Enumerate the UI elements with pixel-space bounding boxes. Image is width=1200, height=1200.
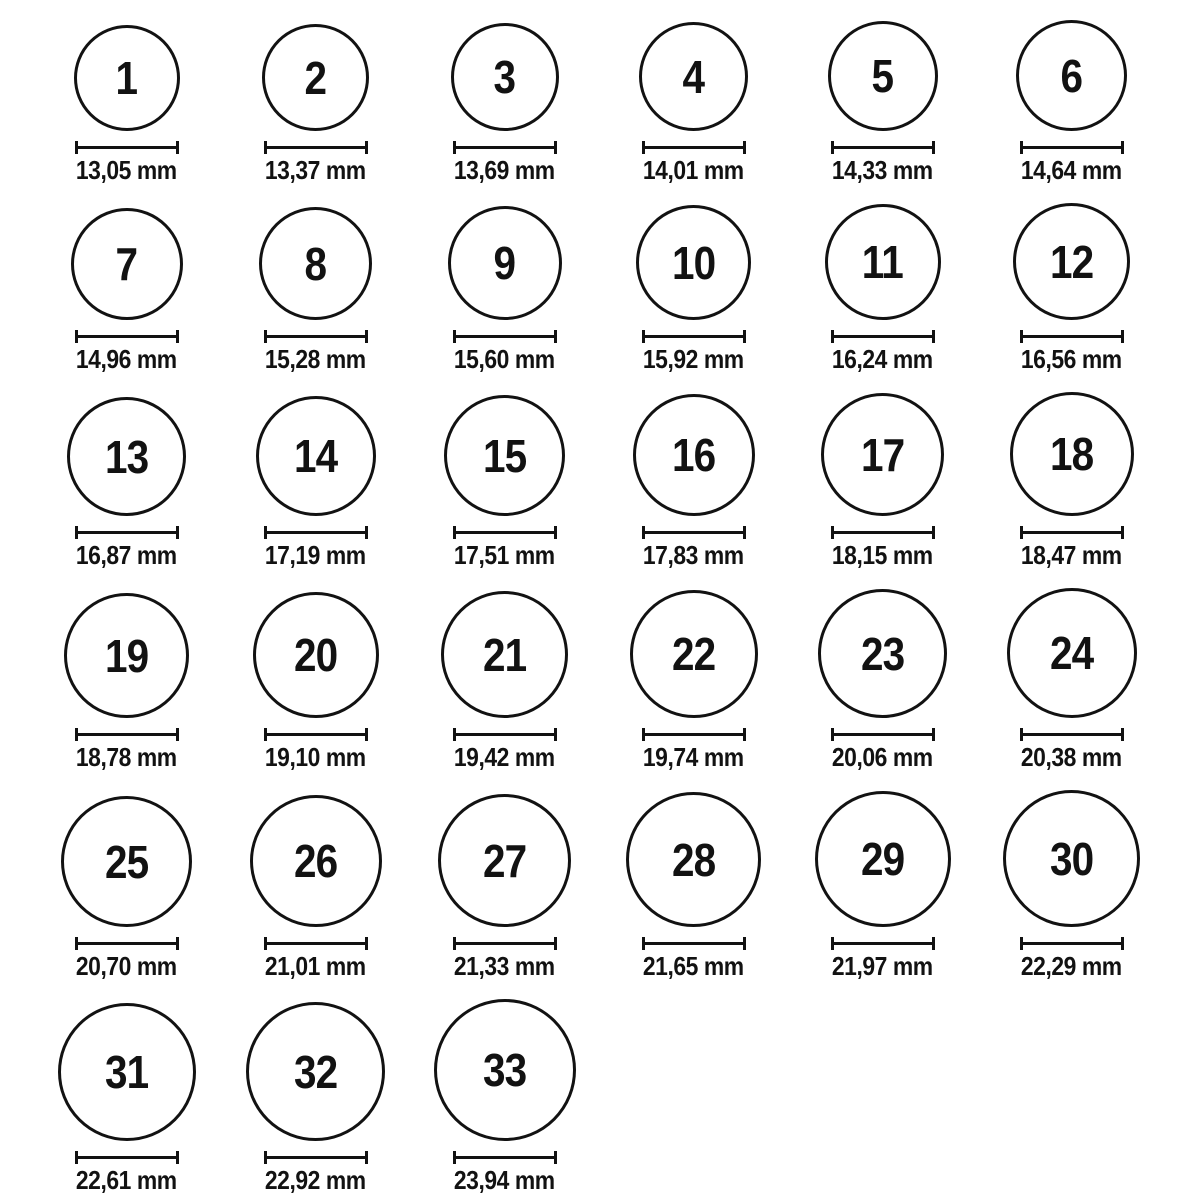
ruler-tick-right — [932, 141, 935, 154]
ruler-line — [456, 146, 554, 149]
ring-circle — [71, 208, 183, 320]
ring-size-cell — [977, 392, 1166, 569]
ruler-tick-right — [1121, 330, 1124, 343]
ruler-line — [78, 733, 176, 736]
ruler-tick-right — [176, 1151, 179, 1164]
ruler-line — [645, 531, 743, 534]
ring-circle — [630, 590, 758, 718]
diameter-ruler — [453, 526, 557, 539]
ruler-line — [834, 733, 932, 736]
ruler-line — [267, 942, 365, 945]
ring-size-cell — [599, 22, 788, 184]
ring-circle — [67, 397, 186, 516]
ring-size-cell — [32, 796, 221, 980]
ruler-line — [267, 146, 365, 149]
diameter-label: 13,05 mm — [76, 155, 177, 185]
ruler-tick-right — [365, 141, 368, 154]
ring-circle — [441, 591, 568, 718]
diameter-label: 16,87 mm — [76, 540, 177, 570]
chart-row — [32, 392, 1200, 569]
ring-size-number: 25 — [104, 835, 149, 888]
ring-circle — [61, 796, 192, 927]
diameter-ruler — [831, 141, 935, 154]
ruler-line — [267, 733, 365, 736]
ring-size-number: 4 — [682, 50, 705, 103]
ruler-line — [267, 531, 365, 534]
diameter-ruler — [831, 728, 935, 741]
ring-size-cell — [599, 590, 788, 771]
ring-size-cell — [599, 394, 788, 569]
ring-size-number: 27 — [482, 834, 527, 887]
ruler-tick-right — [1121, 937, 1124, 950]
diameter-ruler — [264, 526, 368, 539]
ring-size-cell — [410, 999, 599, 1194]
ruler-line — [1023, 531, 1121, 534]
diameter-ruler — [75, 1151, 179, 1164]
ring-size-cell — [977, 20, 1166, 184]
diameter-label: 14,64 mm — [1021, 155, 1122, 185]
ring-size-cell — [221, 1002, 410, 1194]
ruler-tick-right — [1121, 526, 1124, 539]
ring-circle — [438, 794, 571, 927]
ruler-line — [1023, 733, 1121, 736]
diameter-ruler — [75, 728, 179, 741]
diameter-label: 20,38 mm — [1021, 742, 1122, 772]
ring-size-cell — [410, 395, 599, 569]
ring-size-number: 31 — [104, 1046, 149, 1098]
diameter-ruler — [642, 937, 746, 950]
ruler-tick-right — [554, 1151, 557, 1164]
ruler-line — [456, 1156, 554, 1159]
diameter-ruler — [831, 330, 935, 343]
ruler-line — [267, 335, 365, 338]
diameter-label: 22,61 mm — [76, 1165, 177, 1195]
ruler-line — [645, 942, 743, 945]
ring-size-cell — [32, 208, 221, 373]
ring-circle — [74, 25, 180, 131]
ring-size-number: 7 — [115, 238, 138, 290]
ruler-tick-right — [176, 141, 179, 154]
diameter-ruler — [642, 526, 746, 539]
ring-size-number: 15 — [482, 429, 527, 482]
ring-circle — [451, 23, 559, 131]
ring-circle — [256, 396, 376, 516]
ruler-line — [78, 942, 176, 945]
ring-size-cell — [221, 396, 410, 569]
ring-size-number: 8 — [304, 237, 327, 290]
ring-circle — [253, 592, 379, 718]
ruler-tick-right — [365, 1151, 368, 1164]
ring-size-number: 11 — [861, 236, 904, 288]
diameter-label: 15,60 mm — [454, 344, 555, 374]
ruler-tick-right — [365, 728, 368, 741]
ring-circle — [434, 999, 576, 1141]
ruler-tick-right — [554, 728, 557, 741]
ruler-tick-right — [743, 330, 746, 343]
ring-size-number: 10 — [671, 236, 716, 289]
ruler-line — [1023, 335, 1121, 338]
ruler-tick-right — [176, 937, 179, 950]
ring-size-cell — [977, 790, 1166, 980]
diameter-label: 20,70 mm — [76, 951, 177, 981]
ruler-line — [78, 146, 176, 149]
ring-circle — [262, 24, 369, 131]
diameter-ruler — [75, 330, 179, 343]
diameter-label: 21,01 mm — [265, 951, 366, 981]
ring-size-cell — [599, 792, 788, 980]
ruler-line — [834, 335, 932, 338]
ring-size-number: 13 — [104, 430, 149, 483]
diameter-ruler — [453, 937, 557, 950]
ring-size-number: 23 — [860, 627, 905, 680]
ring-size-cell — [410, 206, 599, 373]
chart-row — [32, 588, 1200, 771]
chart-row — [32, 790, 1200, 980]
ruler-tick-right — [932, 330, 935, 343]
ring-circle — [64, 593, 189, 718]
diameter-label: 13,69 mm — [454, 155, 555, 185]
diameter-ruler — [1020, 141, 1124, 154]
diameter-label: 16,24 mm — [832, 344, 933, 374]
diameter-ruler — [264, 1151, 368, 1164]
ring-circle — [1003, 790, 1140, 927]
diameter-ruler — [453, 141, 557, 154]
diameter-label: 16,56 mm — [1021, 344, 1122, 374]
ring-size-number: 22 — [671, 628, 716, 680]
diameter-ruler — [1020, 330, 1124, 343]
ruler-tick-right — [1121, 728, 1124, 741]
ruler-line — [834, 942, 932, 945]
diameter-label: 21,65 mm — [643, 951, 744, 981]
ring-size-number: 21 — [482, 628, 527, 681]
ruler-line — [78, 335, 176, 338]
ring-size-number: 19 — [104, 629, 149, 682]
diameter-label: 18,78 mm — [76, 742, 177, 772]
diameter-label: 21,33 mm — [454, 951, 555, 981]
ring-size-number: 12 — [1049, 235, 1094, 288]
diameter-ruler — [642, 330, 746, 343]
ruler-tick-right — [365, 330, 368, 343]
ring-size-cell — [221, 795, 410, 980]
diameter-label: 17,51 mm — [454, 540, 555, 570]
ring-size-number: 24 — [1049, 627, 1094, 679]
ring-size-cell — [32, 1003, 221, 1194]
diameter-ruler — [75, 526, 179, 539]
chart-row — [32, 20, 1200, 184]
ruler-line — [645, 335, 743, 338]
ruler-line — [78, 1156, 176, 1159]
diameter-ruler — [453, 1151, 557, 1164]
diameter-ruler — [831, 937, 935, 950]
ruler-line — [456, 335, 554, 338]
diameter-label: 22,92 mm — [265, 1165, 366, 1195]
ruler-tick-right — [932, 728, 935, 741]
ring-size-cell — [977, 588, 1166, 771]
ruler-line — [645, 733, 743, 736]
ring-size-number: 20 — [293, 629, 338, 681]
ring-circle — [1016, 20, 1127, 131]
diameter-label: 19,74 mm — [643, 742, 744, 772]
ruler-line — [456, 942, 554, 945]
ring-size-number: 17 — [860, 428, 905, 481]
ruler-tick-right — [176, 728, 179, 741]
ring-circle — [444, 395, 565, 516]
ruler-tick-right — [743, 526, 746, 539]
ruler-tick-right — [743, 937, 746, 950]
diameter-label: 13,37 mm — [265, 155, 366, 185]
ruler-line — [78, 531, 176, 534]
ruler-tick-right — [554, 141, 557, 154]
ruler-line — [267, 1156, 365, 1159]
ruler-line — [645, 146, 743, 149]
ruler-tick-right — [365, 526, 368, 539]
ring-circle — [259, 207, 372, 320]
ruler-tick-right — [932, 937, 935, 950]
ring-size-number: 29 — [860, 833, 905, 885]
ring-size-number: 3 — [493, 51, 516, 103]
ruler-tick-right — [932, 526, 935, 539]
ring-circle — [636, 205, 751, 320]
ring-size-number: 5 — [871, 50, 894, 102]
ring-size-cell — [32, 25, 221, 184]
ring-size-number: 1 — [115, 52, 138, 104]
diameter-ruler — [1020, 526, 1124, 539]
diameter-ruler — [453, 330, 557, 343]
diameter-label: 21,97 mm — [832, 951, 933, 981]
ruler-tick-right — [176, 330, 179, 343]
diameter-ruler — [1020, 728, 1124, 741]
diameter-ruler — [642, 141, 746, 154]
ring-circle — [250, 795, 382, 927]
diameter-label: 15,92 mm — [643, 344, 744, 374]
diameter-label: 19,10 mm — [265, 742, 366, 772]
ruler-tick-right — [176, 526, 179, 539]
ruler-line — [1023, 942, 1121, 945]
ring-circle — [639, 22, 748, 131]
ring-size-number: 32 — [293, 1045, 338, 1098]
ring-circle — [1013, 203, 1130, 320]
diameter-label: 14,96 mm — [76, 344, 177, 374]
ring-size-number: 6 — [1060, 49, 1083, 102]
diameter-label: 19,42 mm — [454, 742, 555, 772]
diameter-label: 23,94 mm — [454, 1165, 555, 1195]
ring-size-cell — [410, 591, 599, 771]
diameter-ruler — [264, 330, 368, 343]
ruler-tick-right — [365, 937, 368, 950]
diameter-ruler — [642, 728, 746, 741]
ring-size-number: 16 — [671, 429, 716, 481]
diameter-label: 14,33 mm — [832, 155, 933, 185]
chart-row — [32, 999, 1200, 1194]
ring-size-number: 2 — [304, 51, 327, 104]
diameter-label: 22,29 mm — [1021, 951, 1122, 981]
diameter-ruler — [831, 526, 935, 539]
ring-size-cell — [221, 24, 410, 184]
ruler-line — [456, 733, 554, 736]
ring-circle — [633, 394, 755, 516]
ring-circle — [821, 393, 944, 516]
ring-circle — [246, 1002, 385, 1141]
diameter-ruler — [1020, 937, 1124, 950]
ring-size-cell — [788, 589, 977, 771]
ring-size-number: 30 — [1049, 832, 1094, 885]
ruler-line — [834, 146, 932, 149]
ring-size-cell — [32, 397, 221, 569]
ring-circle — [448, 206, 562, 320]
ring-size-number: 28 — [671, 833, 716, 886]
ring-size-cell — [977, 203, 1166, 373]
diameter-label: 20,06 mm — [832, 742, 933, 772]
diameter-ruler — [75, 141, 179, 154]
ring-size-number: 26 — [293, 835, 338, 887]
diameter-label: 18,47 mm — [1021, 540, 1122, 570]
diameter-ruler — [75, 937, 179, 950]
ring-circle — [825, 204, 941, 320]
ring-size-number: 14 — [293, 430, 338, 482]
diameter-ruler — [453, 728, 557, 741]
diameter-ruler — [264, 937, 368, 950]
ring-size-cell — [32, 593, 221, 771]
ring-size-cell — [221, 592, 410, 771]
chart-row — [32, 203, 1200, 373]
ruler-line — [834, 531, 932, 534]
diameter-label: 17,19 mm — [265, 540, 366, 570]
diameter-label: 15,28 mm — [265, 344, 366, 374]
diameter-label: 14,01 mm — [643, 155, 744, 185]
ruler-tick-right — [1121, 141, 1124, 154]
ring-size-cell — [788, 204, 977, 373]
ring-size-cell — [788, 791, 977, 980]
ruler-tick-right — [554, 937, 557, 950]
ring-circle — [626, 792, 761, 927]
ring-circle — [815, 791, 951, 927]
ruler-tick-right — [554, 330, 557, 343]
ring-circle — [828, 21, 938, 131]
ring-circle — [1010, 392, 1134, 516]
diameter-label: 17,83 mm — [643, 540, 744, 570]
ring-size-cell — [788, 21, 977, 184]
ring-size-number: 9 — [493, 237, 516, 289]
ring-circle — [818, 589, 947, 718]
ring-circle — [1007, 588, 1137, 718]
ruler-line — [456, 531, 554, 534]
ruler-line — [1023, 146, 1121, 149]
ring-size-cell — [410, 23, 599, 184]
diameter-ruler — [264, 728, 368, 741]
ruler-tick-right — [743, 141, 746, 154]
diameter-label: 18,15 mm — [832, 540, 933, 570]
ring-size-cell — [221, 207, 410, 373]
ruler-tick-right — [554, 526, 557, 539]
ring-size-number: 18 — [1049, 428, 1094, 480]
ring-size-cell — [410, 794, 599, 980]
ring-circle — [58, 1003, 196, 1141]
diameter-ruler — [264, 141, 368, 154]
ring-size-number: 33 — [482, 1044, 527, 1096]
ring-size-cell — [788, 393, 977, 569]
ring-size-cell — [599, 205, 788, 373]
ruler-tick-right — [743, 728, 746, 741]
